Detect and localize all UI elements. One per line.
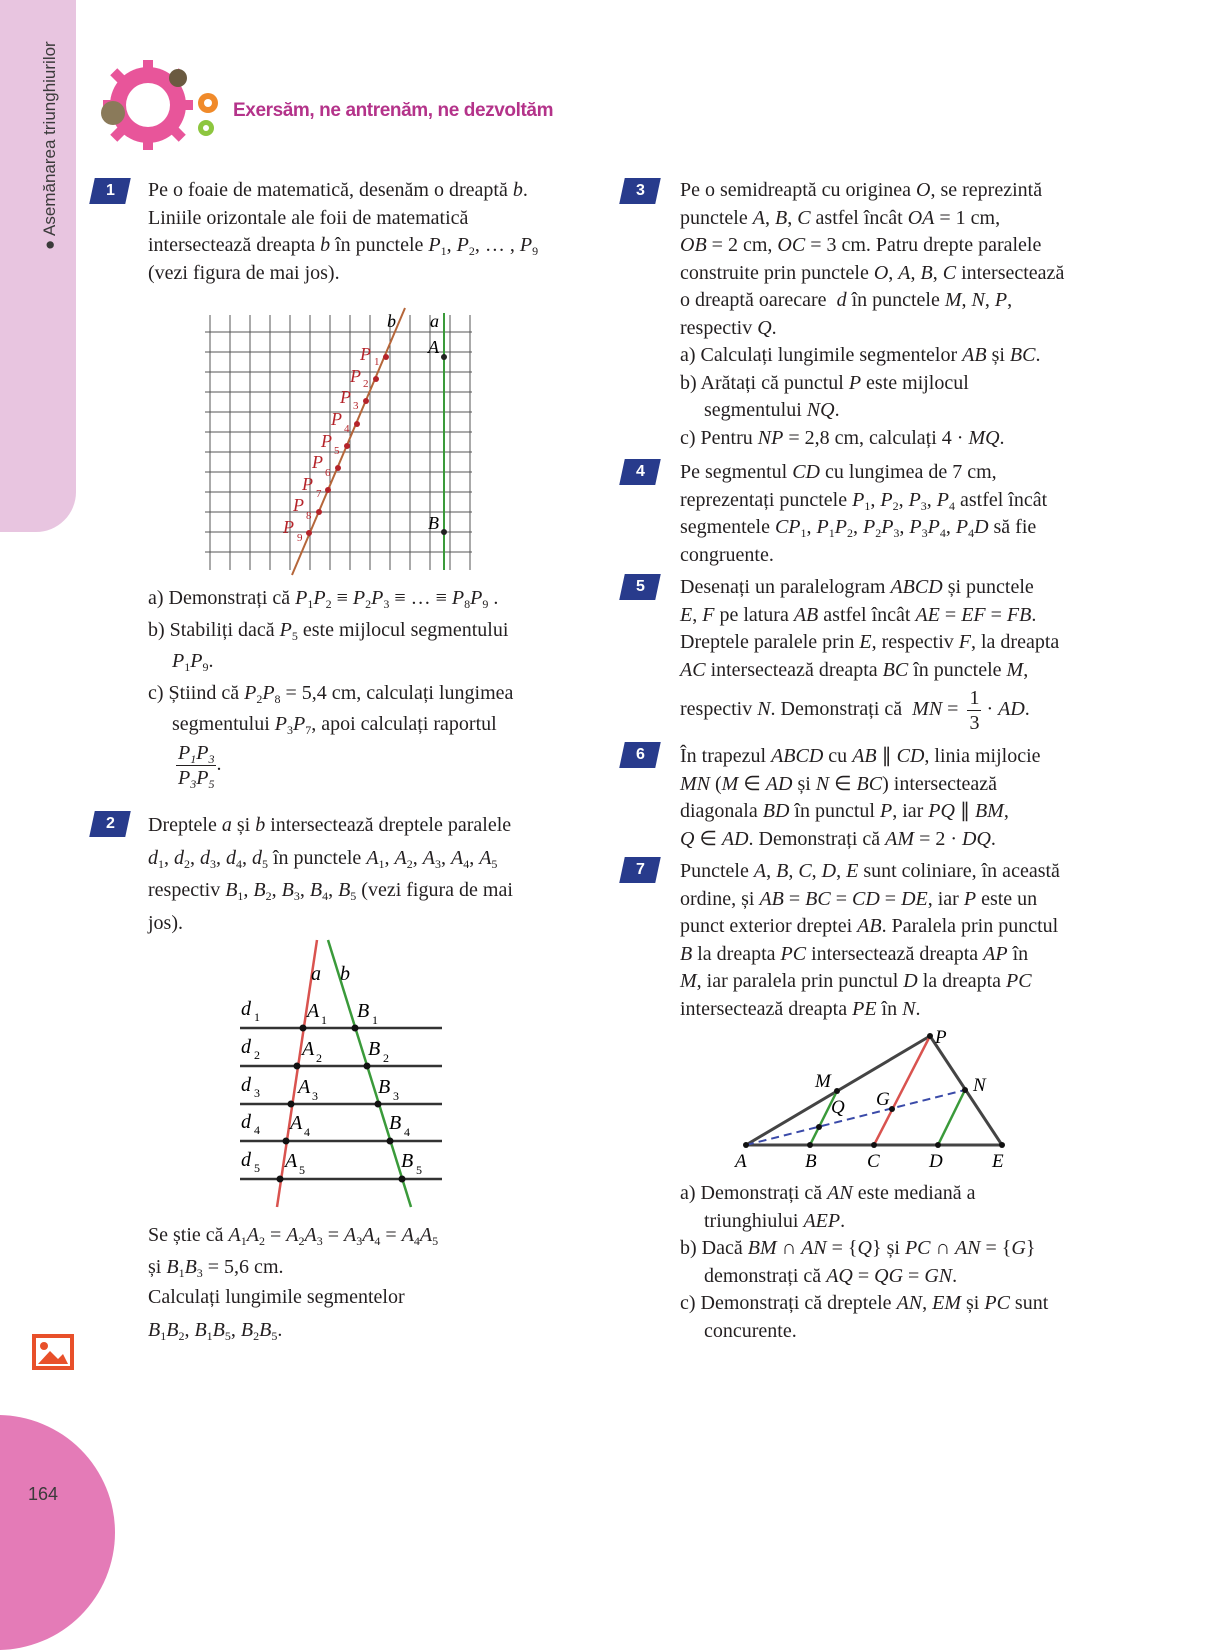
svg-text:7: 7 <box>316 488 322 500</box>
fraction-one-third: $\frac{1}{3}$ <box>969 687 980 734</box>
figure-1-grid <box>200 305 490 580</box>
svg-text:Q: Q <box>831 1097 845 1118</box>
svg-text:6: 6 <box>325 467 331 479</box>
svg-text:P: P <box>283 517 294 537</box>
problem-number-badge: 3 <box>619 178 661 204</box>
svg-text:P: P <box>302 474 313 494</box>
svg-text:P: P <box>321 431 332 451</box>
image-icon[interactable] <box>32 1334 74 1370</box>
svg-text:P: P <box>360 344 371 364</box>
problem-number-badge: 2 <box>89 811 131 837</box>
svg-text:B: B <box>357 1000 370 1022</box>
problem-number-badge: 7 <box>619 857 661 883</box>
svg-text:5: 5 <box>254 1161 260 1175</box>
svg-text:d: d <box>241 1074 251 1096</box>
svg-text:4: 4 <box>404 1125 410 1139</box>
svg-text:A: A <box>307 1000 320 1022</box>
page-number: 164 <box>28 1484 59 1504</box>
problem-number-badge: 6 <box>619 742 661 768</box>
svg-text:1: 1 <box>321 1013 327 1027</box>
svg-text:A: A <box>735 1151 747 1172</box>
svg-text:E: E <box>992 1151 1004 1172</box>
svg-text:P: P <box>331 409 342 429</box>
svg-text:1: 1 <box>254 1010 260 1024</box>
svg-text:5: 5 <box>416 1163 422 1177</box>
svg-text:A: A <box>302 1038 315 1060</box>
svg-text:B: B <box>401 1150 414 1172</box>
svg-text:P: P <box>312 452 323 472</box>
gears-logo-icon <box>88 58 228 153</box>
svg-text:N: N <box>973 1075 986 1096</box>
svg-text:2: 2 <box>383 1051 389 1065</box>
svg-text:3: 3 <box>254 1086 260 1100</box>
figure-7-triangle <box>725 1025 1025 1175</box>
problem-2-statement: Dreptele a și b intersectează dreptele paralele $d_1$, $d_2$, $d_3$, $d_4$, $d_5$ în punctele $A_1$, $A_2$, $A_3$, $A_4$, $A_5$ respectiv $B_1$, $B_2$, $B_3$, $B_4$, $B_5$ (vezi figura de mai jos). <box>148 814 513 934</box>
svg-text:2: 2 <box>254 1048 260 1062</box>
side-tab <box>0 0 76 532</box>
problem-6-statement: În trapezul ABCD cu AB ∥ CD, linia mijlocie MN (M ∈ AD și N ∈ BC) intersectează diagonala BD în punctul P, iar PQ ∥ BM, Q ∈ AD. Demonstrați că AM = 2 · DQ. <box>680 745 1041 850</box>
svg-text:4: 4 <box>254 1123 260 1137</box>
svg-text:B: B <box>389 1112 402 1134</box>
svg-text:A: A <box>290 1112 303 1134</box>
corner-decoration <box>0 1415 115 1650</box>
problem-1-statement: Pe o foaie de matematică, desenăm o dreaptă b. Liniile orizontale ale foii de matematică intersectează dreapta b în punctele $P_1$, $P_2$, … , $P_9$ (vezi figura de mai jos). <box>148 179 539 284</box>
problem-number-badge: 5 <box>619 574 661 600</box>
svg-text:8: 8 <box>306 510 312 522</box>
problem-number-badge: 4 <box>619 459 661 485</box>
section-title: Exersăm, ne antrenăm, ne dezvoltăm <box>233 100 554 121</box>
problem-7-questions: a) Demonstrați că AN este mediană a triunghiului AEP. b) Dacă BM ∩ AN = {Q} și PC ∩ AN = {G} demonstrați că AQ = QG = GN. c) Demonstrați că dreptele AN, EM și PC sunt concurente. <box>680 1182 1049 1342</box>
svg-text:M: M <box>815 1071 831 1092</box>
svg-text:P: P <box>293 495 304 515</box>
problem-3-statement: Pe o semidreaptă cu originea O, se reprezintă punctele A, B, C astfel încât OA = 1 cm, OB = 2 cm, OC = 3 cm. Patru drepte paralele construite prin punctele O, A, B, C intersectează o dreaptă oarecare d în punctele M, N, P, respectiv Q. a) Calculați lungimile segmentelor AB și BC. b) Arătați că punctul P este mijlocul segmentului NQ. c) Pentru NP = 2,8 cm, calculați 4 · MQ. <box>680 179 1065 449</box>
svg-text:P: P <box>935 1027 947 1048</box>
side-label: ● Asemănarea triunghiurilor <box>40 41 59 250</box>
svg-text:A: A <box>428 337 439 357</box>
svg-text:D: D <box>929 1151 943 1172</box>
svg-text:5: 5 <box>299 1163 305 1177</box>
fraction: $\frac{P_1P_3}{P_3P_5}$ <box>178 741 215 791</box>
problem-4-statement: Pe segmentul CD cu lungimea de 7 cm, reprezentați punctele $P_1$, $P_2$, $P_3$, $P_4$ astfel încât segmentele $CP_1$, $P_1P_2$, $P_2P_3$, $P_3P_4$, $P_4D$ să fie congruente. <box>680 461 1048 566</box>
svg-text:A: A <box>298 1076 311 1098</box>
svg-text:d: d <box>241 1111 251 1133</box>
svg-text:B: B <box>378 1076 391 1098</box>
problem-1-questions: a) Demonstrați că $P_1P_2 \equiv P_2P_3$ ≡ … ≡ $P_8P_9$ . b) Stabiliți dacă $P_5$ este mijlocul segmentului $P_1P_9$. c) Știind că $P_2P_8 = 5,4$ cm, calculați lungimea segmentului $P_3P_7$, apoi calculați raportul $\frac{P_1P_3}{P_3P_5}$ . <box>148 587 514 791</box>
problem-2-question: Se știe că $A_1A_2 = A_2A_3 = A_3A_4 = A_4A_5$ și $B_1B_3 = 5,6$ cm. Calculați lungimile segmentelor $B_1B_2$, $B_1B_5$, $B_2B_5$. <box>148 1224 439 1343</box>
svg-text:3: 3 <box>312 1089 318 1103</box>
svg-text:3: 3 <box>353 400 359 412</box>
problem-7-statement: Punctele A, B, C, D, E sunt coliniare, în această ordine, și AB = BC = CD = DE, iar P este un punct exterior dreptei AB. Paralela prin punctul B la dreapta PC intersectează dreapta AP în M, iar paralela prin punctul D la dreapta PC intersectează dreapta PE în N. <box>680 860 1060 1020</box>
svg-text:G: G <box>876 1089 890 1110</box>
figure-2-parallel-lines <box>235 935 450 1215</box>
svg-text:d: d <box>241 998 251 1020</box>
svg-text:b: b <box>387 311 396 331</box>
svg-text:P: P <box>340 387 351 407</box>
svg-text:b: b <box>340 963 350 985</box>
svg-text:d: d <box>241 1036 251 1058</box>
problem-5-statement: Desenați un paralelogram ABCD și punctele E, F pe latura AB astfel încât AE = EF = FB. Dreptele paralele prin E, respectiv F, la dreapta AC intersectează dreapta BC în punctele M, respectiv N. Demonstrați că MN = $\frac{1}{3}$ · AD. <box>680 576 1060 734</box>
svg-text:4: 4 <box>344 423 350 435</box>
svg-text:B: B <box>805 1151 817 1172</box>
svg-text:1: 1 <box>374 356 380 368</box>
svg-text:3: 3 <box>393 1089 399 1103</box>
svg-text:2: 2 <box>316 1051 322 1065</box>
svg-text:P: P <box>350 366 361 386</box>
svg-text:1: 1 <box>372 1013 378 1027</box>
svg-text:d: d <box>241 1149 251 1171</box>
svg-text:C: C <box>867 1151 880 1172</box>
svg-text:B: B <box>368 1038 381 1060</box>
svg-text:2: 2 <box>363 378 369 390</box>
svg-text:a: a <box>430 311 439 331</box>
svg-text:B: B <box>428 513 439 533</box>
svg-text:a: a <box>311 963 321 985</box>
svg-text:9: 9 <box>297 532 303 544</box>
svg-text:4: 4 <box>304 1125 310 1139</box>
problem-number-badge: 1 <box>89 178 131 204</box>
svg-text:5: 5 <box>334 445 340 457</box>
svg-text:A: A <box>285 1150 298 1172</box>
